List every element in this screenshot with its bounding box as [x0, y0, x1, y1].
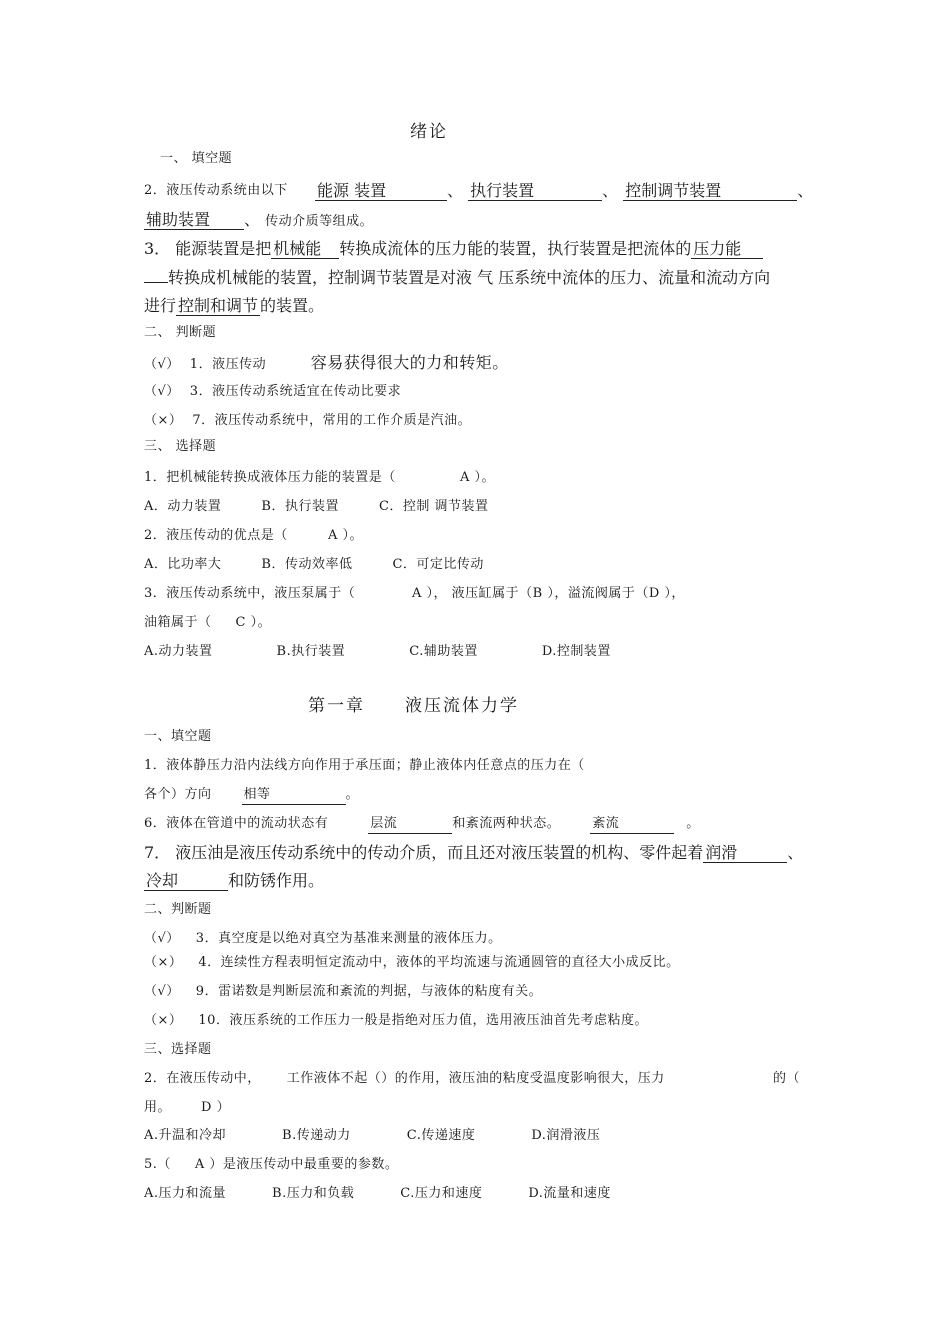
heading-true-false-ch1: 二、判断题 [144, 902, 212, 917]
ch1-question-1: 1．液体静压力沿内法线方向作用于承压面；静止液体内任意点的压力在（ [144, 758, 585, 773]
ch1-tf-item: （√） 9．雷诺数是判断层流和紊流的判据，与液体的粘度有关。 [144, 984, 543, 999]
question-3-line-1: 3． 能源装置是把 机械能 转换成流体的压力能的装置，执行装置是把流体的 压力能 [144, 240, 763, 259]
answer-blank: 控制调节装置 [623, 182, 797, 201]
answer-blank: 润滑 [703, 844, 787, 863]
ch1-mc-question-5: 5.（ A ）是液压传动中最重要的参数。 [144, 1157, 399, 1172]
section-title-intro: 绪论 [410, 122, 448, 142]
chapter-title: 第一章 液压流体力学 [308, 696, 519, 716]
ch1-mc-options-5: A.压力和流量 B.压力和负载 C.压力和速度 D.流量和速度 [144, 1186, 611, 1201]
ch1-mc-question-2-cont: 用。 D ） [144, 1100, 231, 1115]
answer-blank: 辅助装置 [144, 211, 244, 230]
heading-true-false: 二、 判断题 [144, 325, 217, 340]
ch1-tf-item: （√） 3．真空度是以绝对真空为基准来测量的液体压力。 [144, 931, 502, 946]
answer-blank: 紊流 [590, 815, 674, 834]
mc-answer-3: A ）， 液压缸属于（B ），溢流阀属于（D ）， [412, 586, 685, 601]
heading-choice: 三、 选择题 [144, 439, 217, 454]
tf-item: （×） 7．液压传动系统中，常用的工作介质是汽油。 [144, 413, 472, 428]
answer-blank: 层流 [368, 815, 452, 834]
heading-choice-ch1: 三、选择题 [144, 1042, 212, 1057]
answer-blank: 机械能 [271, 240, 339, 259]
question-2: 2．液压传动系统由以下 [144, 183, 288, 198]
ch1-mc-question-2: 2．在液压传动中， 工作液体不起（）的作用，液压油的粘度受温度影响很大，压力 [144, 1071, 665, 1086]
mc-options-1: A．动力装置 B．执行装置 C．控制 调节装置 [144, 499, 489, 514]
question-3-line-3: 进行 控制和调节 的装置。 [144, 296, 325, 315]
ch1-question-1-cont: 各个）方向 相等 。 [144, 786, 359, 805]
ch1-question-6: 6．液体在管道中的流动状态有 层流 和紊流两种状态。 紊流 。 [144, 815, 700, 834]
mc-options-3: A.动力装置 B.执行装置 C.辅助装置 D.控制装置 [144, 644, 611, 659]
answer-line-q2b: 辅助装置 、 传动介质等组成。 [146, 210, 374, 229]
tf-item: （√） 3．液压传动系统适宜在传动比要求 [144, 384, 402, 399]
heading-fill-blank: 一、 填空题 [160, 151, 233, 166]
mc-question-3: 3．液压传动系统中，液压泵属于（ [144, 586, 356, 601]
answer-blank: 相等 [242, 786, 346, 805]
mc-options-2: A．比功率大 B．传动效率低 C．可定比传动 [144, 557, 484, 572]
ch1-mc-question-2-tail: 的（ [773, 1071, 801, 1086]
mc-question-2: 2．液压传动的优点是（ [144, 528, 288, 543]
answer-blank: 能源 装置 [315, 182, 447, 201]
tf-item: （√） 1．液压传动 容易获得很大的力和转矩。 [144, 353, 509, 372]
heading-fill-blank-ch1: 一、填空题 [144, 729, 212, 744]
answer-blank: 冷却 [144, 872, 228, 891]
ch1-mc-options-2: A.升温和冷却 B.传递动力 C.传递速度 D.润滑液压 [144, 1128, 601, 1143]
answer-blank: 执行装置 [468, 182, 602, 201]
mc-question-3-cont: 油箱属于（ C ）。 [144, 615, 272, 630]
ch1-question-7-line-1: 7． 液压油是液压传动系统中的传动介质，而且还对液压装置的机构、零件起着 润滑 、 [144, 843, 804, 862]
question-3-line-2: 转换成机械能的装置，控制调节装置是对液 气 压系统中流体的压力、流量和流动方向 [144, 269, 770, 287]
ch1-question-7-line-2: 冷却 和防锈作用。 [146, 871, 325, 890]
ch1-tf-item: （×） 4．连续性方程表明恒定流动中，液体的平均流速与流通圆管的直径大小成反比。 [144, 955, 680, 970]
answer-line-q2: 能源 装置 、 执行装置 、 控制调节装置 、 [317, 181, 814, 200]
answer-blank: 压力能 [691, 240, 763, 259]
ch1-tf-item: （×） 10．液压系统的工作压力一般是指绝对压力值，选用液压油首先考虑粘度。 [144, 1013, 648, 1028]
mc-answer-1: A ）。 [460, 470, 496, 485]
mc-answer-2: A ）。 [328, 528, 364, 543]
mc-question-1: 1．把机械能转换成液体压力能的装置是（ [144, 470, 396, 485]
answer-blank: 控制和调节 [178, 296, 259, 315]
